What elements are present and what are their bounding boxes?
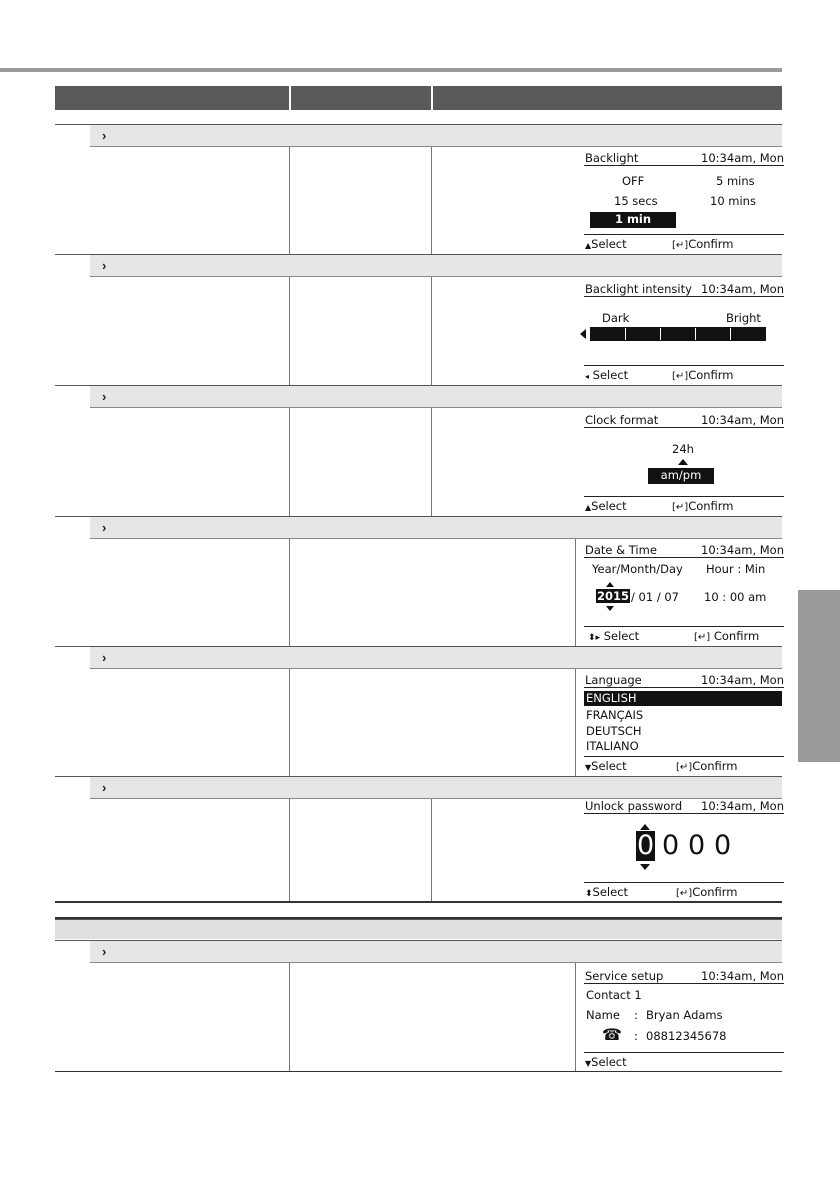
lcd-footer xyxy=(584,756,784,772)
group-divider xyxy=(55,901,782,903)
header-divider xyxy=(431,86,433,110)
column-divider xyxy=(431,277,432,385)
select-hint: ▲Select xyxy=(585,499,627,513)
option-10-mins[interactable]: 10 mins xyxy=(710,194,756,208)
column-divider xyxy=(289,408,290,516)
contact-phone: 08812345678 xyxy=(646,1029,727,1043)
enter-key-icon: [↵] xyxy=(676,888,693,899)
column-divider xyxy=(289,963,290,1071)
lcd-title-row xyxy=(584,672,784,688)
up-arrow-icon xyxy=(606,582,614,587)
left-arrow-icon: ◂ xyxy=(585,372,590,381)
chevron-right-icon: › xyxy=(102,128,107,143)
month-day-field[interactable]: / 01 / 07 xyxy=(631,590,679,604)
column-divider xyxy=(289,799,290,902)
lcd-backlight xyxy=(584,150,784,250)
date-header: Year/Month/Day xyxy=(592,562,683,576)
confirm-hint: [↵]Confirm xyxy=(672,237,734,251)
lcd-title-row xyxy=(584,281,784,297)
option-ampm-selected[interactable]: am/pm xyxy=(648,468,714,484)
contact-name: Bryan Adams xyxy=(646,1008,723,1022)
intensity-segment xyxy=(591,328,625,340)
lcd-date-time xyxy=(584,542,784,642)
lcd-title-row xyxy=(584,798,784,814)
select-hint: ⬍Select xyxy=(585,885,629,899)
lcd-title-row xyxy=(584,412,784,428)
section-bar xyxy=(90,386,782,408)
chevron-right-icon: › xyxy=(102,650,107,665)
password-digit-2[interactable]: 0 xyxy=(662,830,680,861)
option-5-mins[interactable]: 5 mins xyxy=(716,174,755,188)
bright-label: Bright xyxy=(726,311,761,325)
year-field-selected[interactable]: 2015 xyxy=(597,589,630,603)
up-down-arrows-icon: ⬍ xyxy=(585,889,593,899)
column-divider xyxy=(289,669,290,776)
chapter-side-tab xyxy=(798,590,840,762)
lcd-footer xyxy=(584,496,784,512)
section-bar xyxy=(90,255,782,277)
lcd-footer xyxy=(584,626,784,642)
column-divider xyxy=(431,408,432,516)
down-arrow-icon xyxy=(640,864,650,870)
name-separator: : xyxy=(634,1008,638,1022)
lcd-footer xyxy=(584,882,784,898)
lcd-backlight-intensity xyxy=(584,281,784,381)
column-divider xyxy=(575,963,576,1071)
telephone-icon: ☎ xyxy=(602,1025,622,1044)
lcd-clock: 10:34am, Mon xyxy=(701,282,784,296)
lcd-unlock-password xyxy=(584,798,784,898)
confirm-hint: [↵]Confirm xyxy=(676,885,738,899)
lcd-clock: 10:34am, Mon xyxy=(701,543,784,557)
down-arrow-icon: ▼ xyxy=(585,1059,592,1068)
table-header xyxy=(55,86,782,110)
lcd-title: Unlock password xyxy=(585,799,683,813)
lcd-footer xyxy=(584,365,784,381)
lcd-title-row xyxy=(584,968,784,984)
service-group-band xyxy=(55,919,782,939)
contact-label: Contact 1 xyxy=(586,988,642,1002)
enter-key-icon: [↵] xyxy=(672,240,689,251)
up-arrow-icon: ▲ xyxy=(585,241,592,250)
name-key: Name xyxy=(586,1008,620,1022)
language-english-selected[interactable]: ENGLISH xyxy=(584,691,782,706)
time-header: Hour : Min xyxy=(706,562,766,576)
intensity-segment xyxy=(730,328,765,340)
lcd-title-row xyxy=(584,542,784,558)
intensity-segment xyxy=(695,328,730,340)
lcd-footer xyxy=(584,234,784,250)
lcd-clock: 10:34am, Mon xyxy=(701,799,784,813)
column-divider xyxy=(575,669,576,776)
section-bar xyxy=(90,517,782,539)
column-divider xyxy=(289,277,290,385)
option-1-min-selected[interactable]: 1 min xyxy=(590,212,676,228)
select-hint: ▲Select xyxy=(585,237,627,251)
option-off[interactable]: OFF xyxy=(622,174,645,188)
select-hint: ⬍▸ Select xyxy=(588,629,640,643)
select-hint: ▼Select xyxy=(585,1055,627,1069)
column-divider xyxy=(431,799,432,902)
time-field[interactable]: 10 : 00 am xyxy=(704,590,767,604)
enter-key-icon: [↵] xyxy=(694,632,711,643)
chevron-right-icon: › xyxy=(102,780,107,795)
password-digit-3[interactable]: 0 xyxy=(688,830,706,861)
intensity-slider[interactable] xyxy=(590,327,766,341)
up-arrow-icon xyxy=(678,459,688,465)
down-arrow-icon xyxy=(606,606,614,611)
password-digit-1-active[interactable]: 0 xyxy=(637,830,655,861)
password-digit-4[interactable]: 0 xyxy=(714,830,732,861)
lcd-clock: 10:34am, Mon xyxy=(701,673,784,687)
chevron-right-icon: › xyxy=(102,520,107,535)
up-arrow-icon: ▲ xyxy=(585,503,592,512)
chevron-right-icon: › xyxy=(102,944,107,959)
top-rule xyxy=(0,68,782,72)
column-divider xyxy=(289,539,290,646)
lcd-clock: 10:34am, Mon xyxy=(701,969,784,983)
left-arrow-icon[interactable] xyxy=(580,329,586,339)
lcd-language xyxy=(584,672,784,772)
lcd-title: Backlight intensity xyxy=(585,282,692,296)
confirm-hint: [↵] Confirm xyxy=(694,629,760,643)
lcd-service-setup xyxy=(584,968,784,1068)
lcd-title: Service setup xyxy=(585,969,664,983)
language-francais[interactable]: FRANÇAIS xyxy=(586,708,644,722)
confirm-hint: [↵]Confirm xyxy=(672,368,734,382)
lcd-clock: 10:34am, Mon xyxy=(701,413,784,427)
section-bar xyxy=(90,941,782,963)
enter-key-icon: [↵] xyxy=(672,371,689,382)
lcd-title-row xyxy=(584,150,784,166)
up-down-right-arrows-icon: ⬍▸ xyxy=(588,633,601,643)
header-divider xyxy=(289,86,291,110)
section-bar xyxy=(90,777,782,799)
lcd-footer xyxy=(584,1052,784,1068)
lcd-clock: 10:34am, Mon xyxy=(701,151,784,165)
intensity-segment xyxy=(625,328,660,340)
enter-key-icon: [↵] xyxy=(672,502,689,513)
lcd-clock-format xyxy=(584,412,784,512)
down-arrow-icon: ▼ xyxy=(585,763,592,772)
select-hint: ▼Select xyxy=(585,759,627,773)
chevron-right-icon: › xyxy=(102,389,107,404)
language-deutsch[interactable]: DEUTSCH xyxy=(586,724,642,738)
lcd-title: Clock format xyxy=(585,413,659,427)
phone-separator: : xyxy=(634,1029,638,1043)
enter-key-icon: [↵] xyxy=(676,762,693,773)
option-15-secs[interactable]: 15 secs xyxy=(614,194,658,208)
column-divider xyxy=(289,147,290,254)
select-hint: ◂ Select xyxy=(585,368,629,382)
lcd-title: Backlight xyxy=(585,151,639,165)
dark-label: Dark xyxy=(602,311,630,325)
section-bar xyxy=(90,125,782,147)
section-bar xyxy=(90,647,782,669)
confirm-hint: [↵]Confirm xyxy=(676,759,738,773)
confirm-hint: [↵]Confirm xyxy=(672,499,734,513)
lcd-title: Language xyxy=(585,673,642,687)
intensity-segment xyxy=(660,328,695,340)
language-italiano[interactable]: ITALIANO xyxy=(586,739,639,753)
column-divider xyxy=(575,539,576,646)
chevron-right-icon: › xyxy=(102,258,107,273)
column-divider xyxy=(431,147,432,254)
lcd-title: Date & Time xyxy=(585,543,657,557)
option-24h[interactable]: 24h xyxy=(672,442,694,456)
